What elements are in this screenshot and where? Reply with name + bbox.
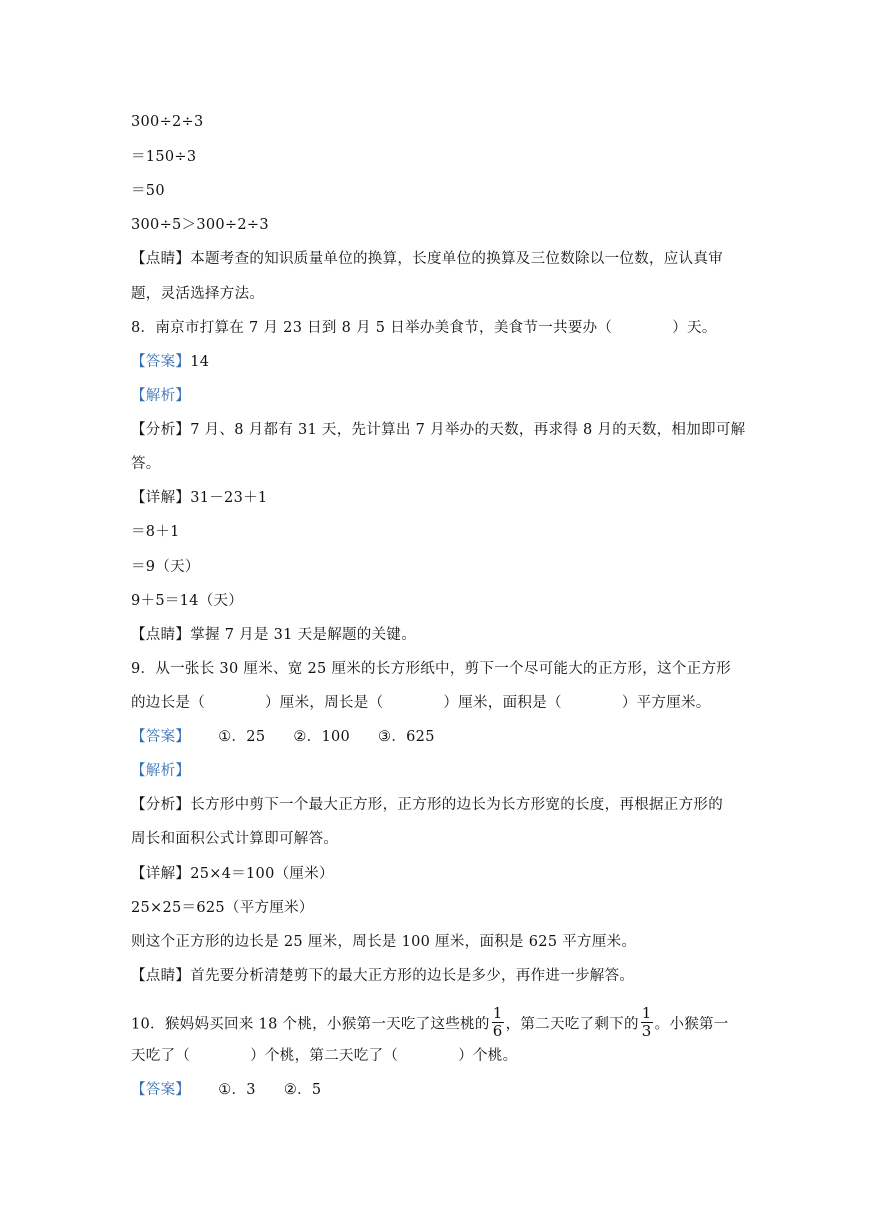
q10-text-d: 天吃了（ xyxy=(131,1048,191,1064)
fraction-one-third xyxy=(641,1005,653,1040)
question-9-line-1: 9．从一张长 30 厘米、宽 25 厘米的长方形纸中，剪下一个尽可能大的正方形，这个正方形 xyxy=(131,661,732,677)
xiangjie-8-line-2: ＝8＋1 xyxy=(131,524,180,540)
xiangjie-8-line-4: 9＋5＝14（天） xyxy=(131,593,244,609)
q9-text-c: ）厘米，面积是（ xyxy=(443,695,562,711)
answer-label: 【答案】 xyxy=(131,1082,191,1098)
line-1: 300÷2÷3 xyxy=(131,114,204,130)
answer-value: 14 xyxy=(190,354,210,370)
answer-3: ③．625 xyxy=(378,729,435,745)
line-3: ＝50 xyxy=(131,183,165,199)
q10-text-f: ）个桃。 xyxy=(458,1048,518,1064)
q8-text-end: ）天。 xyxy=(672,320,717,336)
question-10-line-1 xyxy=(131,1004,729,1042)
xiangjie-8-line-1: 【详解】31－23＋1 xyxy=(131,490,268,506)
answer-2: ②．100 xyxy=(293,729,351,745)
question-9-line-2 xyxy=(131,693,711,713)
line-2: ＝150÷3 xyxy=(131,149,197,165)
xiangjie-9-line-2: 25×25＝625（平方厘米） xyxy=(131,900,314,916)
xiangjie-8-line-3: ＝9（天） xyxy=(131,559,200,575)
dianjing-7-line-1: 【点睛】本题考查的知识质量单位的换算，长度单位的换算及三位数除以一位数，应认真审 xyxy=(131,251,723,267)
answer-2: ②．5 xyxy=(283,1082,322,1098)
jiexi-9: 【解析】 xyxy=(131,763,191,779)
fenxi-9-line-2: 周长和面积公式计算即可解答。 xyxy=(131,831,339,847)
dianjing-9: 【点睛】首先要分析清楚剪下的最大正方形的边长是多少，再作进一步解答。 xyxy=(131,968,635,984)
fraction-numerator: 1 xyxy=(641,1004,652,1022)
xiangjie-9-line-1: 【详解】25×4＝100（厘米） xyxy=(131,866,334,882)
q8-text: 8．南京市打算在 7 月 23 日到 8 月 5 日举办美食节，美食节一共要办（ xyxy=(131,320,613,336)
answer-1: ①．25 xyxy=(218,729,266,745)
line-4: 300÷5＞300÷2÷3 xyxy=(131,217,269,233)
q9-text-d: ）平方厘米。 xyxy=(621,695,711,711)
jiexi-8: 【解析】 xyxy=(131,388,191,404)
q10-text-b: ，第二天吃了剩下的 xyxy=(505,1016,639,1033)
dianjing-7-line-2: 题，灵活选择方法。 xyxy=(131,286,265,302)
answer-9 xyxy=(131,727,435,747)
fraction-one-sixth xyxy=(492,1005,504,1040)
q10-text-c: 。小猴第一 xyxy=(654,1016,729,1033)
q9-text-a: 的边长是（ xyxy=(131,695,205,711)
dianjing-8: 【点睛】掌握 7 月是 31 天是解题的关键。 xyxy=(131,627,417,643)
fenxi-9-line-1: 【分析】长方形中剪下一个最大正方形，正方形的边长为长方形宽的长度，再根据正方形的 xyxy=(131,797,723,813)
fraction-denominator: 6 xyxy=(492,1022,503,1040)
q9-text-b: ）厘米，周长是（ xyxy=(265,695,384,711)
answer-1: ①．3 xyxy=(218,1082,256,1098)
fraction-numerator: 1 xyxy=(492,1004,503,1022)
fenxi-8-line-2: 答。 xyxy=(131,456,161,472)
question-10-line-2 xyxy=(131,1046,517,1066)
xiangjie-9-line-3: 则这个正方形的边长是 25 厘米，周长是 100 厘米，面积是 625 平方厘米。 xyxy=(131,934,637,950)
fenxi-8-line-1: 【分析】7 月、8 月都有 31 天，先计算出 7 月举办的天数，再求得 8 月的天数，相加即可解 xyxy=(131,422,746,438)
answer-label: 【答案】 xyxy=(131,729,191,745)
q10-text-e: ）个桃，第二天吃了（ xyxy=(250,1048,399,1064)
answer-label: 【答案】 xyxy=(131,354,191,370)
answer-10 xyxy=(131,1080,321,1100)
question-8 xyxy=(131,318,717,338)
q10-text-a: 10．猴妈妈买回来 18 个桃，小猴第一天吃了这些桃的 xyxy=(131,1016,490,1033)
answer-8 xyxy=(131,352,209,372)
fraction-denominator: 3 xyxy=(641,1022,652,1040)
